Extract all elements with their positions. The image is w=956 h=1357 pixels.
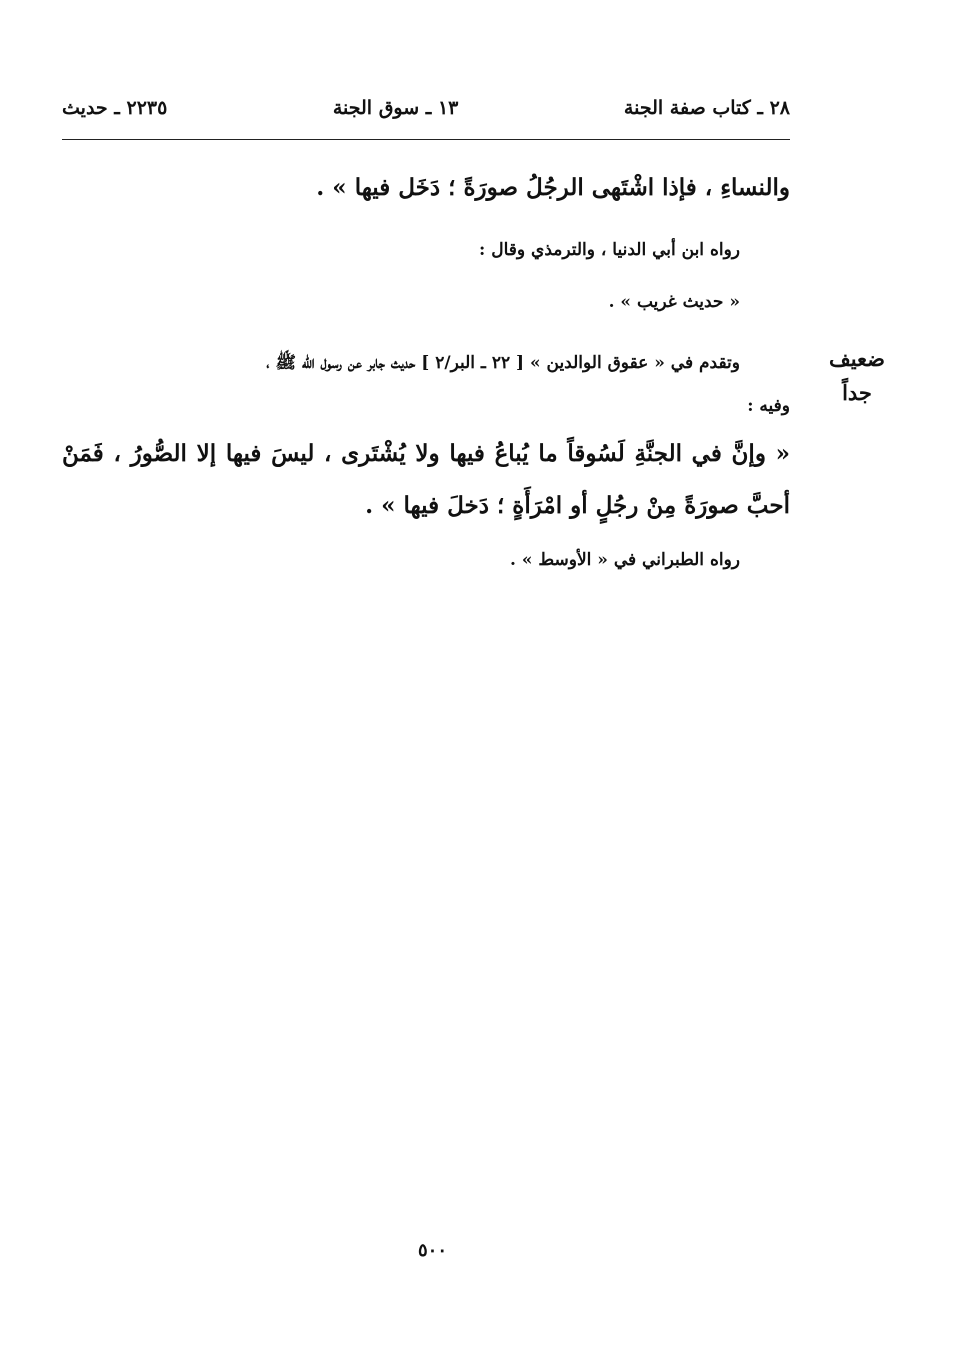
text-line-8: رواه الطبراني في « الأوسط » . [509, 550, 740, 570]
grading-word-1: ضعيف [828, 346, 886, 371]
grading-word-2: جداً [842, 380, 872, 405]
header-divider [62, 139, 790, 140]
page-number: ٥٠٠ [417, 1240, 447, 1261]
text-line-5: وفيه : [747, 396, 790, 416]
text-line-2: رواه ابن أبي الدنيا ، والترمذي وقال : [479, 240, 740, 260]
header-hadith-number: ٢٢٣٥ ـ حديث [62, 97, 168, 119]
header-chapter: ٢٨ ـ كتاب صفة الجنة [623, 97, 790, 119]
text-line-7: أحبَّ صورَةً مِنْ رجُلٍ أو امْرَأَةٍ ؛ دَخلَ فيها » . [365, 492, 790, 519]
text-line-3: « حديث غريب » . [608, 292, 740, 312]
text-line-6: « وإنَّ في الجنَّةِ لَسُوقاً ما يُباعُ فيها ولا يُشْتَرى ، ليسَ فيها إلا الصُّورُ ، فَمَنْ [62, 440, 790, 467]
header-section: ١٣ ـ سوق الجنة [332, 97, 459, 119]
text-line-4: وتقدم في « عقوق الوالدين » [ ٢٢ ـ البر/٢ ] حديث جابر عن رسول الله ﷺ ، [266, 353, 740, 373]
grading-side-note [822, 342, 892, 410]
text-line-1: والنساءِ ، فإذا اشْتَهى الرجُلُ صورَةً ؛ دَخَل فيها » . [316, 174, 790, 201]
running-header [62, 88, 790, 128]
